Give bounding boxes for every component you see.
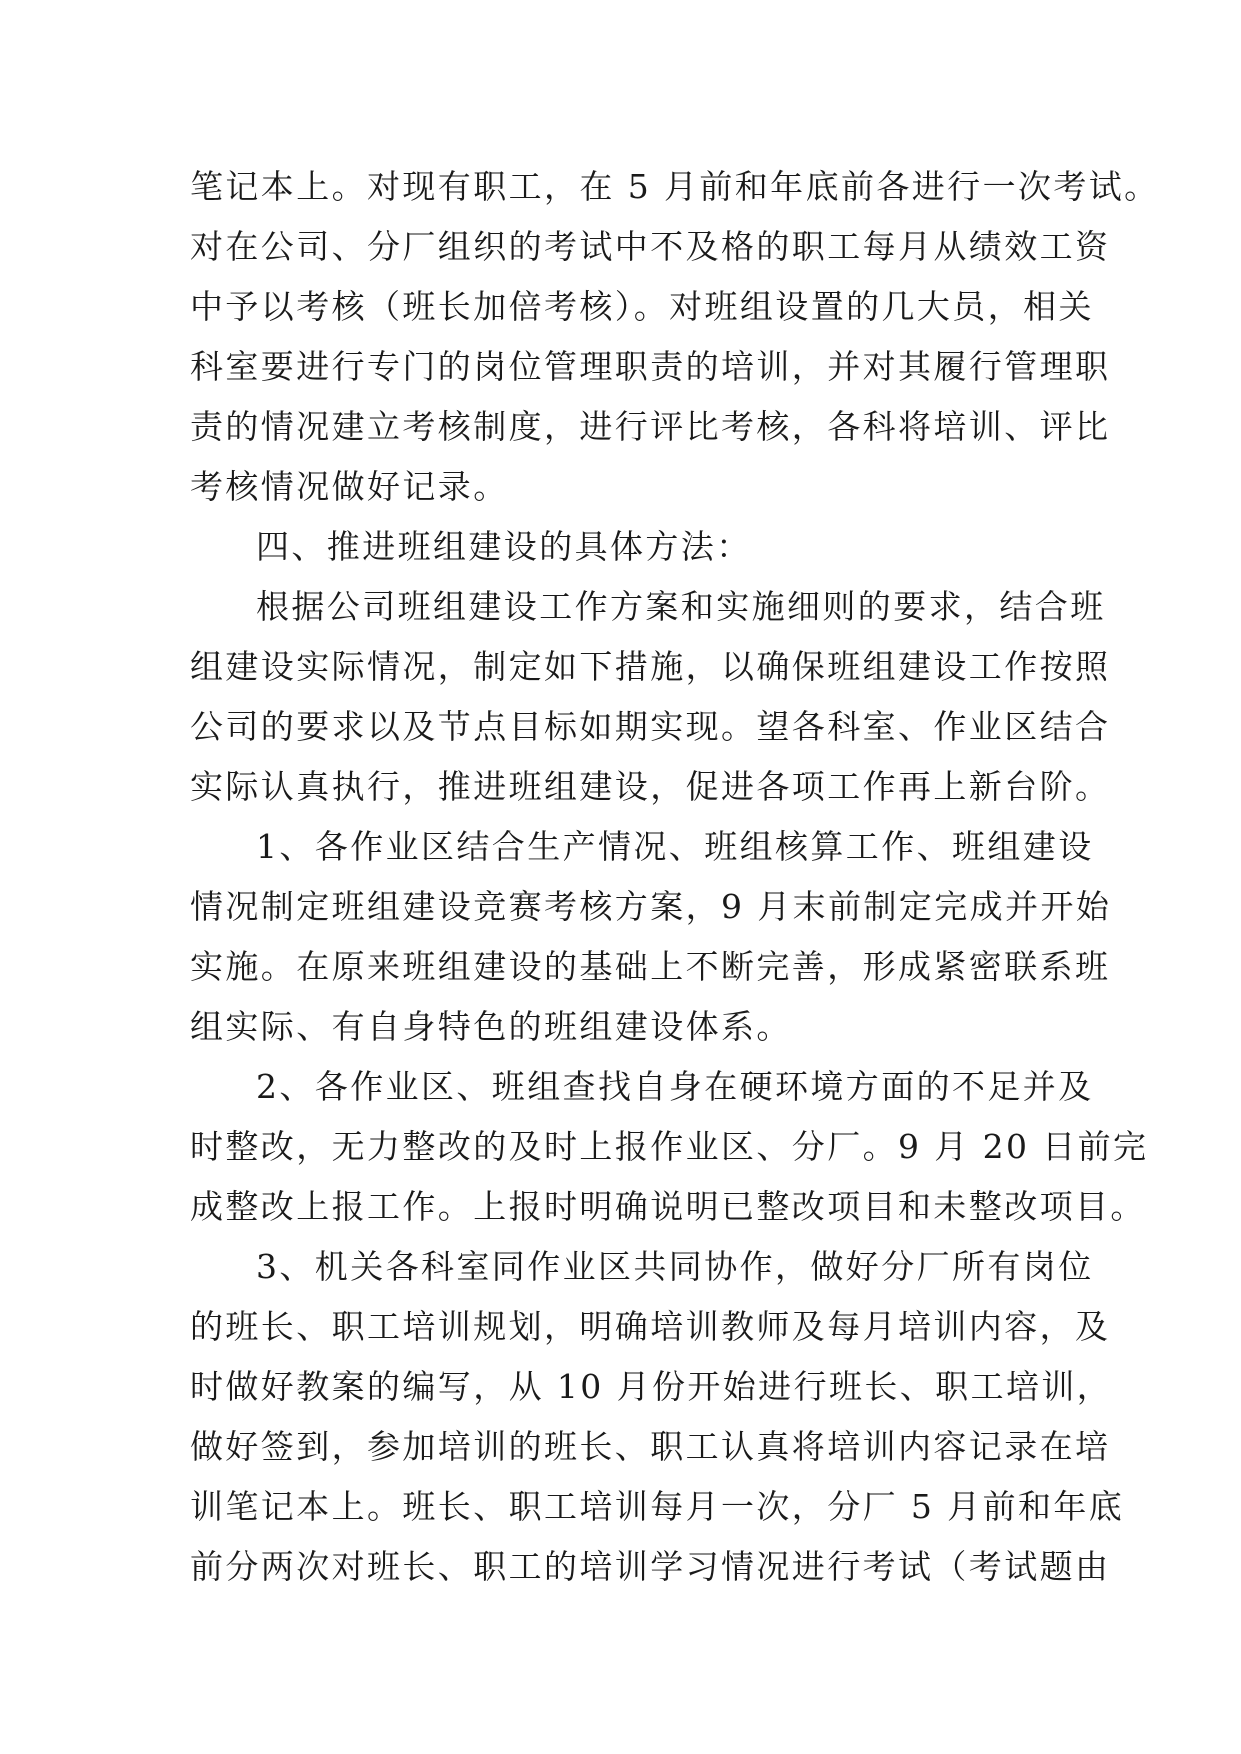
text-line: 考核情况做好记录。 [190,467,509,506]
body-text [190,157,1160,1597]
list-item-2-start: 2、各作业区、班组查找自身在硬环境方面的不足并及 [256,1067,1094,1106]
text-line: 中予以考核（班长加倍考核）。对班组设置的几大员，相关 [190,287,1094,326]
text-line: 实施。在原来班组建设的基础上不断完善，形成紧密联系班 [190,947,1111,986]
text-line: 时做好教案的编写，从 10 月份开始进行班长、职工培训， [190,1367,1113,1406]
text-line: 做好签到，参加培训的班长、职工认真将培训内容记录在培 [190,1427,1111,1466]
text-line: 责的情况建立考核制度，进行评比考核，各科将培训、评比 [190,407,1111,446]
text-line: 情况制定班组建设竞赛考核方案，9 月末前制定完成并开始 [190,887,1112,926]
paragraph-start: 根据公司班组建设工作方案和实施细则的要求，结合班 [256,587,1106,626]
text-line: 的班长、职工培训规划，明确培训教师及每月培训内容，及 [190,1307,1111,1346]
text-line: 对在公司、分厂组织的考试中不及格的职工每月从绩效工资 [190,227,1111,266]
text-line: 成整改上报工作。上报时明确说明已整改项目和未整改项目。 [190,1187,1146,1226]
text-line: 笔记本上。对现有职工，在 5 月前和年底前各进行一次考试。 [190,167,1160,206]
text-line: 科室要进行专门的岗位管理职责的培训，并对其履行管理职 [190,347,1111,386]
text-line: 时整改，无力整改的及时上报作业区、分厂。9 月 20 日前完 [190,1127,1149,1166]
text-line: 组建设实际情况，制定如下措施，以确保班组建设工作按照 [190,647,1111,686]
text-line: 公司的要求以及节点目标如期实现。望各科室、作业区结合 [190,707,1111,746]
list-item-3-start: 3、机关各科室同作业区共同协作，做好分厂所有岗位 [256,1247,1094,1286]
section-heading: 四、推进班组建设的具体方法： [256,527,752,566]
text-line: 实际认真执行，推进班组建设，促进各项工作再上新台阶。 [190,767,1111,806]
text-line: 前分两次对班长、职工的培训学习情况进行考试（考试题由 [190,1547,1111,1586]
text-line: 训笔记本上。班长、职工培训每月一次，分厂 5 月前和年底 [190,1487,1125,1526]
list-item-1-start: 1、各作业区结合生产情况、班组核算工作、班组建设 [256,827,1094,866]
text-line: 组实际、有自身特色的班组建设体系。 [190,1007,792,1046]
